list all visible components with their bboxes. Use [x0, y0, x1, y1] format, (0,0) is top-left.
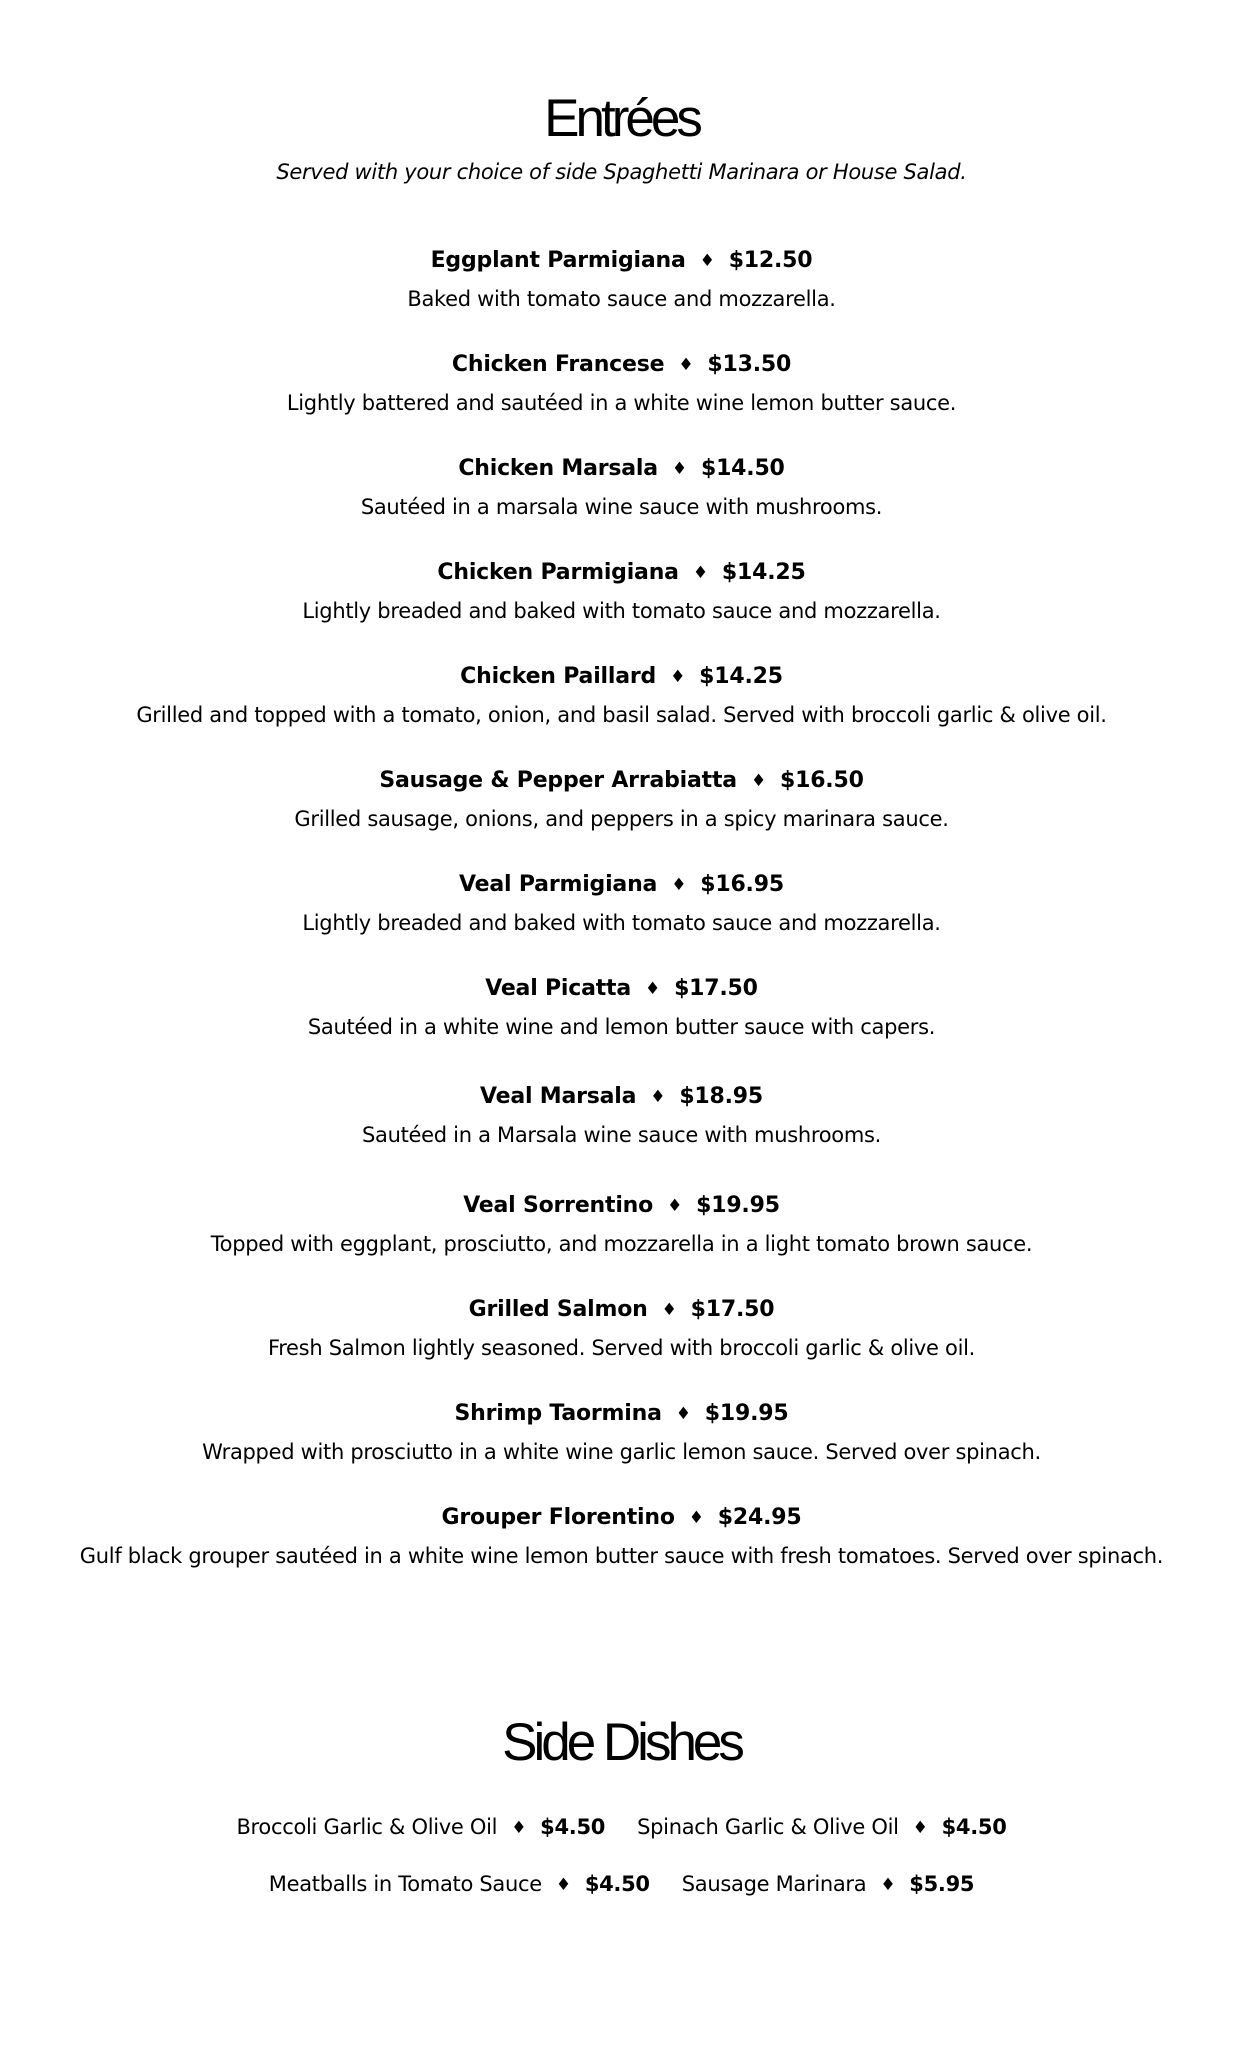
menu-item-description: Lightly breaded and baked with tomato sauce and mozzarella.: [302, 911, 941, 935]
side-dish-item: [236, 1812, 605, 1843]
side-dish-name: Meatballs in Tomato Sauce: [268, 1872, 542, 1896]
diamond-separator-icon: ♦: [880, 1875, 896, 1895]
menu-item: [0, 662, 1243, 730]
side-dish-name: Spinach Garlic & Olive Oil: [637, 1815, 899, 1839]
menu-item-description: Lightly breaded and baked with tomato sauce and mozzarella.: [302, 599, 941, 623]
diamond-separator-icon: ♦: [671, 875, 687, 895]
menu-item-heading: [0, 1503, 1243, 1541]
menu-item-name: Chicken Parmigiana: [437, 560, 679, 585]
menu-item-heading: [0, 246, 1243, 284]
menu-item-price: $13.50: [707, 352, 792, 377]
menu-item-price: $18.95: [679, 1084, 764, 1109]
diamond-separator-icon: ♦: [670, 667, 686, 687]
diamond-separator-icon: ♦: [661, 1300, 677, 1320]
menu-item-name: Veal Parmigiana: [459, 872, 658, 897]
diamond-separator-icon: ♦: [699, 251, 715, 271]
diamond-separator-icon: ♦: [555, 1875, 571, 1895]
entrees-title: Entrées: [544, 89, 699, 148]
menu-item-price: $19.95: [704, 1401, 789, 1426]
menu-item-description: Lightly battered and sautéed in a white wine lemon butter sauce.: [286, 391, 957, 415]
diamond-separator-icon: ♦: [675, 1404, 691, 1424]
menu-item-price: $14.50: [700, 456, 785, 481]
menu-item-name: Eggplant Parmigiana: [430, 248, 686, 273]
diamond-separator-icon: ♦: [688, 1508, 704, 1528]
menu-item-price: $19.95: [696, 1193, 780, 1218]
menu-item-name: Chicken Francese: [451, 352, 665, 377]
menu-item-name: Veal Picatta: [485, 976, 632, 1001]
menu-item-description: Wrapped with prosciutto in a white wine garlic lemon sauce. Served over spinach.: [202, 1440, 1041, 1464]
menu-item-heading: [0, 1295, 1243, 1333]
side-dishes-row: [0, 1812, 1243, 1843]
menu-item-name: Chicken Marsala: [458, 456, 658, 481]
side-dish-name: Sausage Marinara: [681, 1872, 867, 1896]
menu-item: [0, 974, 1243, 1042]
menu-item: [0, 1399, 1243, 1467]
side-dishes-title: Side Dishes: [502, 1713, 741, 1772]
diamond-separator-icon: ♦: [692, 563, 708, 583]
menu-item: [0, 454, 1243, 522]
menu-item-description: Sautéed in a Marsala wine sauce with mushrooms.: [361, 1123, 882, 1147]
menu-item-description: Grilled and topped with a tomato, onion, and basil salad. Served with broccoli garlic & olive oil.: [136, 703, 1107, 727]
menu-item-heading: [0, 974, 1243, 1012]
menu-item-description: Sautéed in a white wine and lemon butter sauce with capers.: [307, 1015, 936, 1039]
menu-item-name: Grilled Salmon: [468, 1297, 648, 1322]
menu-item: [0, 870, 1243, 938]
menu-item-description: Sautéed in a marsala wine sauce with mushrooms.: [360, 495, 883, 519]
diamond-separator-icon: ♦: [750, 771, 766, 791]
menu-item-name: Shrimp Taormina: [454, 1401, 662, 1426]
menu-item-heading: [0, 1191, 1243, 1229]
side-dishes-row: [0, 1869, 1243, 1900]
menu-item-price: $12.50: [728, 248, 813, 273]
side-dish-item: [682, 1869, 974, 1900]
menu-item: [0, 1503, 1243, 1571]
menu-item-description: Gulf black grouper sautéed in a white wine lemon butter sauce with fresh tomatoes. Served over spinach.: [79, 1544, 1164, 1568]
menu-item: [0, 246, 1243, 314]
menu-item-heading: [0, 1399, 1243, 1437]
diamond-separator-icon: ♦: [511, 1818, 527, 1838]
diamond-separator-icon: ♦: [671, 459, 687, 479]
diamond-separator-icon: ♦: [650, 1087, 666, 1107]
menu-item-name: Veal Sorrentino: [463, 1193, 654, 1218]
menu-item-description: Fresh Salmon lightly seasoned. Served with broccoli garlic & olive oil.: [267, 1336, 976, 1360]
menu-item-heading: [0, 766, 1243, 804]
menu-item-heading: [0, 870, 1243, 908]
menu-item-description: Topped with eggplant, prosciutto, and mozzarella in a light tomato brown sauce.: [210, 1232, 1033, 1256]
diamond-separator-icon: ♦: [912, 1818, 928, 1838]
menu-item-description: Grilled sausage, onions, and peppers in a spicy marinara sauce.: [294, 807, 949, 831]
menu-item-price: $16.50: [779, 768, 864, 793]
side-dish-item: [269, 1869, 650, 1900]
menu-item-price: $16.95: [700, 872, 784, 897]
side-dish-price: $4.50: [584, 1872, 650, 1896]
entrees-subtitle: Served with your choice of side Spaghetti Marinara or House Salad.: [276, 160, 967, 184]
menu-item: [0, 766, 1243, 834]
menu-item-heading: [0, 662, 1243, 700]
side-dish-item: [637, 1812, 1006, 1843]
menu-item: [0, 1295, 1243, 1363]
menu-item-name: Grouper Florentino: [441, 1505, 675, 1530]
side-dish-price: $5.95: [909, 1872, 975, 1896]
menu-item: [0, 1191, 1243, 1259]
diamond-separator-icon: ♦: [667, 1196, 683, 1216]
side-dish-price: $4.50: [941, 1815, 1007, 1839]
menu-item-price: $24.95: [717, 1505, 802, 1530]
menu-item-price: $14.25: [699, 664, 783, 689]
menu-item-description: Baked with tomato sauce and mozzarella.: [407, 287, 836, 311]
menu-item-heading: [0, 558, 1243, 596]
side-dish-price: $4.50: [540, 1815, 606, 1839]
menu-item-price: $17.50: [690, 1297, 775, 1322]
menu-item-name: Sausage & Pepper Arrabiatta: [379, 768, 737, 793]
menu-item-heading: [0, 454, 1243, 492]
menu-item: [0, 1082, 1243, 1150]
diamond-separator-icon: ♦: [645, 979, 661, 999]
menu-item-price: $17.50: [674, 976, 758, 1001]
side-dish-name: Broccoli Garlic & Olive Oil: [236, 1815, 498, 1839]
menu-item-price: $14.25: [721, 560, 806, 585]
menu-item-heading: [0, 1082, 1243, 1120]
menu-item-name: Veal Marsala: [479, 1084, 637, 1109]
menu-item-name: Chicken Paillard: [460, 664, 657, 689]
menu-item-heading: [0, 350, 1243, 388]
menu-item: [0, 350, 1243, 418]
diamond-separator-icon: ♦: [678, 355, 694, 375]
menu-item: [0, 558, 1243, 626]
